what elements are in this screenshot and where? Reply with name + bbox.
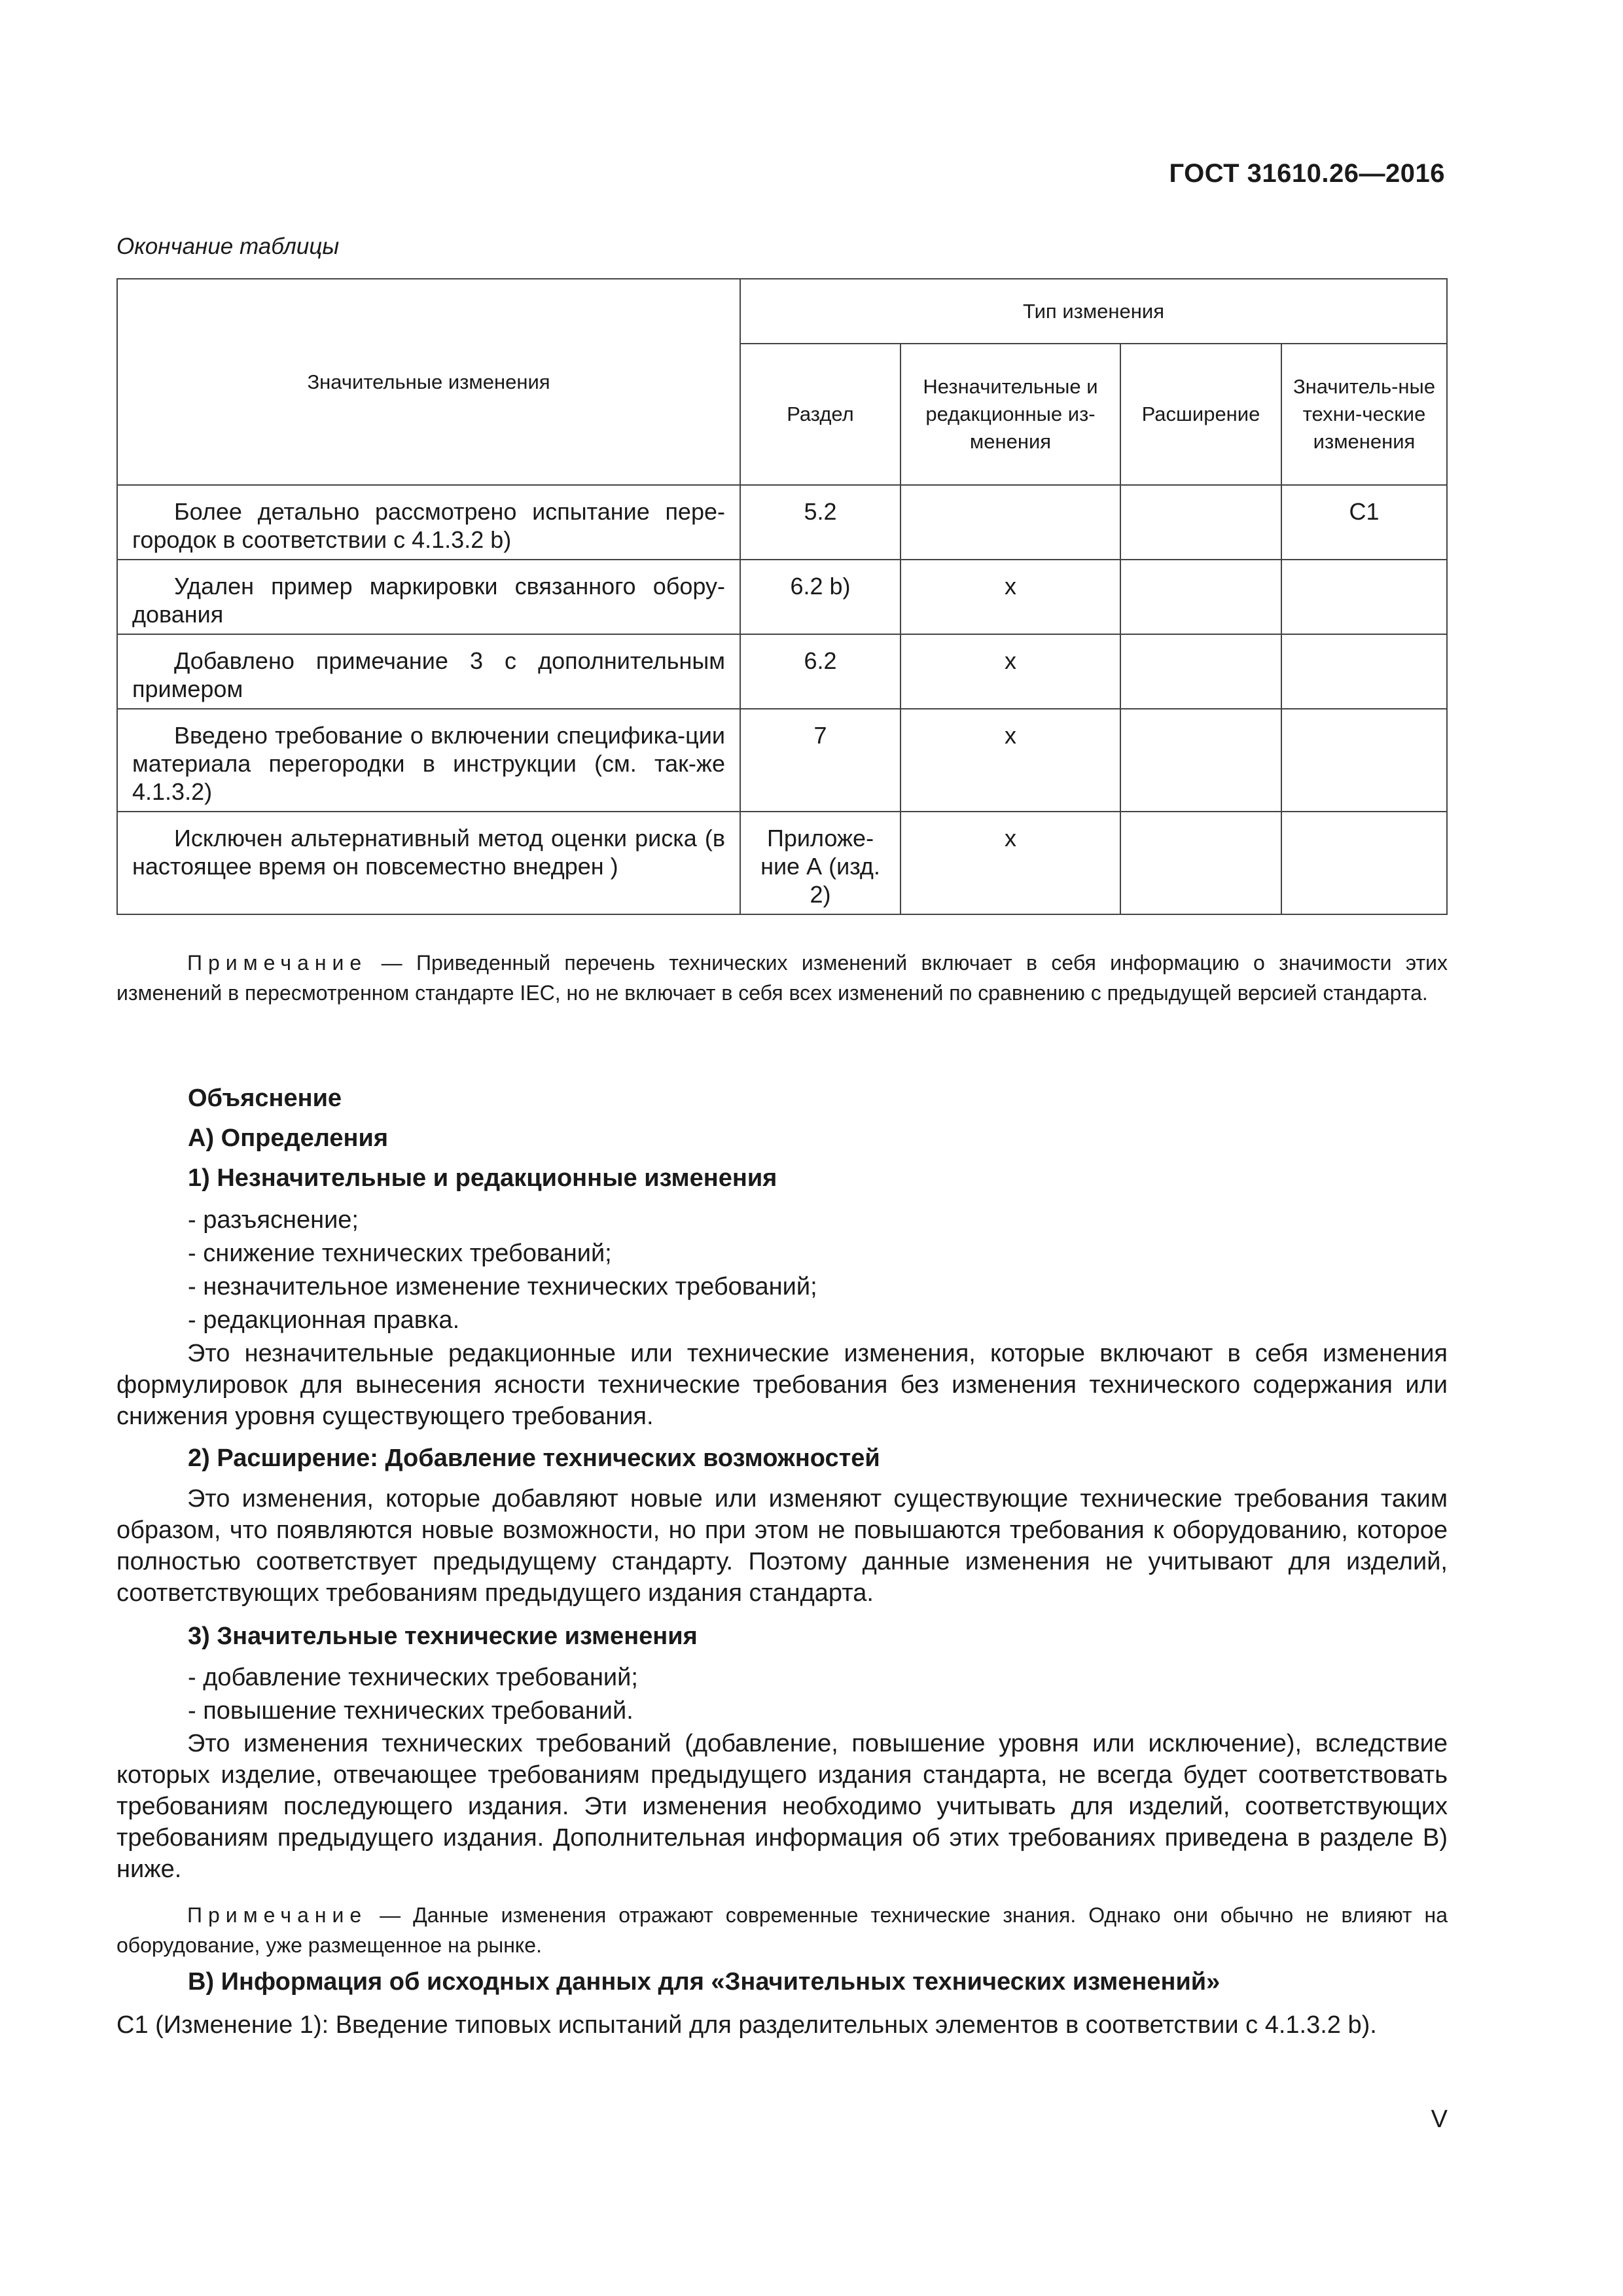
note-label: Примечание [187, 1903, 368, 1927]
row-description: Добавлено примечание 3 с дополнительным примером [117, 634, 740, 709]
explanation-note [116, 1900, 1448, 1960]
row-major-mark [1281, 634, 1447, 709]
explanation-title: Объяснение [188, 1085, 342, 1112]
item2-paragraph: Это изменения, которые добавляют новые или изменяют существующие технические требования таким образом, что появляются новые возможности, но при этом не повышаются требования к оборудованию, которое полностью соответствует предыдущему стандарту. Поэтому данные изменения не учитывают для изделий, соответствующих требованиям предыдущего издания стандарта. [116, 1485, 1448, 1607]
c1-paragraph: С1 (Изменение 1): Введение типовых испытаний для разделительных элементов в соответствии с 4.1.3.2 b). [116, 2011, 1377, 2039]
table-row [117, 634, 1447, 709]
item3-title: 3) Значительные технические изменения [188, 1623, 698, 1650]
table-row [117, 560, 1447, 634]
page-number: V [1431, 2106, 1448, 2133]
row-extension-mark [1120, 485, 1281, 560]
row-major-mark [1281, 709, 1447, 812]
item3-paragraph: Это изменения технических требований (добавление, повышение уровня или исключение), вследствие которых изделие, отвечающее требованиям предыдущего издания стандарта, не всегда будет соответствовать требованиям последующего издания. Эти изменения необходимо учитывать для изделий, соответствующих требованиям предыдущего издания. Дополнительная информация об этих требованиях приведена в разделе В) ниже. [116, 1730, 1448, 1883]
row-extension-mark [1120, 709, 1281, 812]
column-header-major-technical: Значитель-ные техни-ческие изменения [1281, 344, 1447, 485]
row-extension-mark [1120, 634, 1281, 709]
row-description: Введено требование о включении специфика-ции материала перегородки в инструкции (см. так-же 4.1.3.2) [117, 709, 740, 812]
column-header-major-changes: Значительные изменения [117, 279, 740, 485]
list-item: - редакционная правка. [188, 1306, 460, 1334]
list-item: - добавление технических требований; [188, 1664, 638, 1691]
row-description: Удален пример маркировки связанного обору-дования [117, 560, 740, 634]
row-minor-mark [901, 485, 1120, 560]
row-section: 6.2 [740, 634, 901, 709]
row-extension-mark [1120, 560, 1281, 634]
column-header-section: Раздел [740, 344, 901, 485]
row-minor-mark: x [901, 560, 1120, 634]
column-header-extension: Расширение [1120, 344, 1281, 485]
row-major-mark [1281, 812, 1447, 914]
item1-paragraph: Это незначительные редакционные или технические изменения, которые включают в себя изменения формулировок для вынесения ясности технические требования без изменения технического содержания или снижения уровня существующего требования. [116, 1340, 1448, 1430]
note-text: — Данные изменения отражают современные технические знания. Однако они обычно не влияют на оборудование, уже размещенное на рынке. [116, 1903, 1448, 1957]
row-minor-mark: x [901, 812, 1120, 914]
section-b-title: В) Информация об исходных данных для «Значительных технических изменений» [188, 1968, 1221, 1996]
table-row [117, 485, 1447, 560]
row-major-mark [1281, 560, 1447, 634]
row-section: Приложе-ние А (изд. 2) [740, 812, 901, 914]
list-item: - снижение технических требований; [188, 1240, 612, 1267]
row-extension-mark [1120, 812, 1281, 914]
document-code-header: ГОСТ 31610.26—2016 [1169, 159, 1445, 188]
item1-title: 1) Незначительные и редакционные изменения [188, 1164, 777, 1192]
row-minor-mark: x [901, 709, 1120, 812]
table-caption: Окончание таблицы [116, 234, 340, 259]
changes-table [116, 278, 1448, 915]
list-item: - разъяснение; [188, 1206, 359, 1234]
row-description: Исключен альтернативный метод оценки риска (в настоящее время он повсеместно внедрен ) [117, 812, 740, 914]
item2-title: 2) Расширение: Добавление технических возможностей [188, 1444, 880, 1472]
column-header-change-type: Тип изменения [740, 279, 1447, 344]
list-item: - незначительное изменение технических требований; [188, 1273, 817, 1300]
row-section: 7 [740, 709, 901, 812]
table-note [116, 948, 1448, 1008]
note-label: Примечание [187, 951, 368, 975]
note-text: — Приведенный перечень технических изменений включает в себя информацию о значимости этих изменений в пересмотренном стандарте IEC, но не включает в себя всех изменений по сравнению с предыдущей версией стандарта. [116, 951, 1448, 1005]
row-minor-mark: x [901, 634, 1120, 709]
row-description: Более детально рассмотрено испытание пере-городок в соответствии с 4.1.3.2 b) [117, 485, 740, 560]
column-header-minor-editorial: Незначительные и редакционные из-менения [901, 344, 1120, 485]
row-section: 6.2 b) [740, 560, 901, 634]
row-section: 5.2 [740, 485, 901, 560]
row-major-mark: C1 [1281, 485, 1447, 560]
table-row [117, 709, 1447, 812]
table-row [117, 812, 1447, 914]
list-item: - повышение технических требований. [188, 1697, 633, 1725]
section-a-title: А) Определения [188, 1124, 389, 1152]
